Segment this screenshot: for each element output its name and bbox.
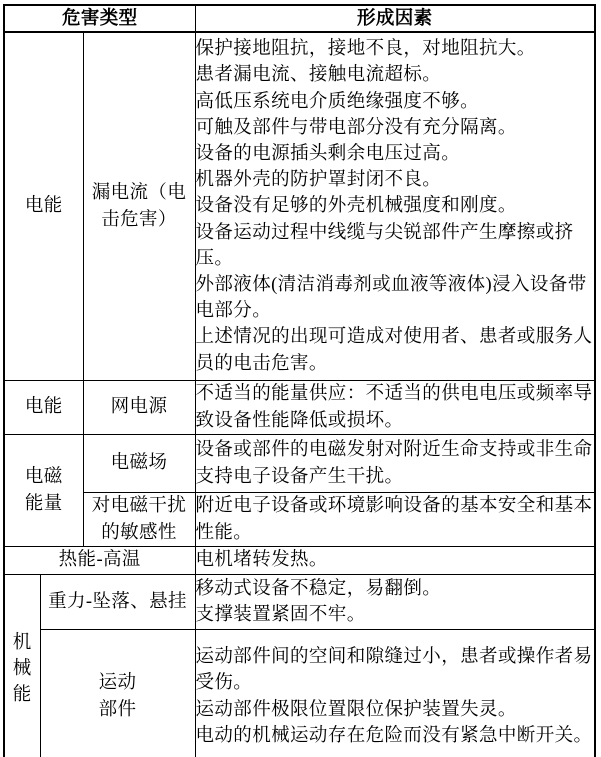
factor-line: 移动式设备不稳定，易翻倒。 [195,578,442,599]
header-formation-factors [195,5,595,32]
category-electromagnetic-energy-label: 电磁能量 [24,467,63,514]
row-em-sensitivity [4,493,595,547]
factor-line: 支撑装置紧固不牢。 [195,605,366,625]
category-electromagnetic-energy [4,435,83,547]
table-header-row [4,5,595,32]
subtype-mains-supply-label: 网电源 [110,397,168,418]
row-moving-parts [4,630,595,757]
factors-gravity [195,575,595,630]
header-hazard-type-label: 危害类型 [61,8,138,29]
factor-line: 外部液体(清洁消毒剂或血液等液体)浸入设备带电部分。 [195,275,587,322]
category-thermal-energy-label: 热能-高温 [58,550,141,571]
factor-line: 高低压系统电介质绝缘强度不够。 [195,91,480,112]
factor-line: 运动部件间的空间和隙缝过小，患者或操作者易受伤。 [195,647,593,694]
factor-line: 上述情况的出现可造成对使用者、患者或服务人员的电击危害。 [195,327,593,374]
row-em-field [4,435,595,493]
subtype-mains-supply [83,381,195,435]
subtype-em-sensitivity [83,493,195,547]
header-hazard-type [4,5,195,32]
factor-line: 附近电子设备或环境影响设备的基本安全和基本性能。 [195,496,593,543]
factor-line: 设备或部件的电磁发射对附近生命支持或非生命支持电子设备产生干扰。 [195,440,593,487]
category-mechanical-energy [4,575,40,757]
factor-line: 设备没有足够的外壳机械强度和刚度。 [195,196,517,217]
factor-line: 电机堵转发热。 [195,550,328,571]
category-electrical-energy-2-label: 电能 [24,397,63,418]
category-thermal-energy [4,547,195,575]
category-electrical-energy-label: 电能 [24,196,63,217]
subtype-moving-parts-label: 运动部件 [98,673,137,720]
header-formation-factors-label: 形成因素 [356,8,433,29]
factors-leakage-current [195,32,595,381]
subtype-gravity [40,575,195,630]
row-leakage-current [4,32,595,381]
factors-moving-parts [195,630,595,757]
subtype-em-field [83,435,195,493]
factor-line: 患者漏电流、接触电流超标。 [195,65,442,86]
factors-em-sensitivity [195,493,595,547]
subtype-moving-parts [40,630,195,757]
factors-em-field [195,435,595,493]
row-gravity [4,575,595,630]
subtype-em-sensitivity-label: 对电磁干扰的敏感性 [91,496,187,543]
factor-line: 可触及部件与带电部分没有充分隔离。 [195,117,517,138]
subtype-gravity-label: 重力-坠落、悬挂 [48,591,187,612]
row-mains-supply [4,381,595,435]
category-mechanical-energy-label: 机械能 [12,632,32,706]
factor-line: 设备运动过程中线缆与尖锐部件产生摩擦或挤压。 [195,222,574,269]
hazard-table [3,4,596,757]
factor-line: 不适当的能量供应：不适当的供电电压或频率导致设备性能降低或损坏。 [195,384,593,431]
factors-mains-supply [195,381,595,435]
factor-line: 机器外壳的防护罩封闭不良。 [195,170,442,191]
subtype-leakage-current-label: 漏电流（电击危害） [91,183,187,230]
factor-line: 设备的电源插头剩余电压过高。 [195,143,461,164]
factor-line: 电动的机械运动存在危险而没有紧急中断开关。 [195,725,593,746]
factors-thermal [195,547,595,575]
factor-line: 保护接地阻抗，接地不良，对地阻抗大。 [195,39,536,60]
category-electrical-energy [4,32,83,381]
subtype-leakage-current [83,32,195,381]
factor-line: 运动部件极限位置限位保护装置失灵。 [195,699,517,720]
row-thermal [4,547,595,575]
category-electrical-energy-2 [4,381,83,435]
subtype-em-field-label: 电磁场 [110,453,168,474]
